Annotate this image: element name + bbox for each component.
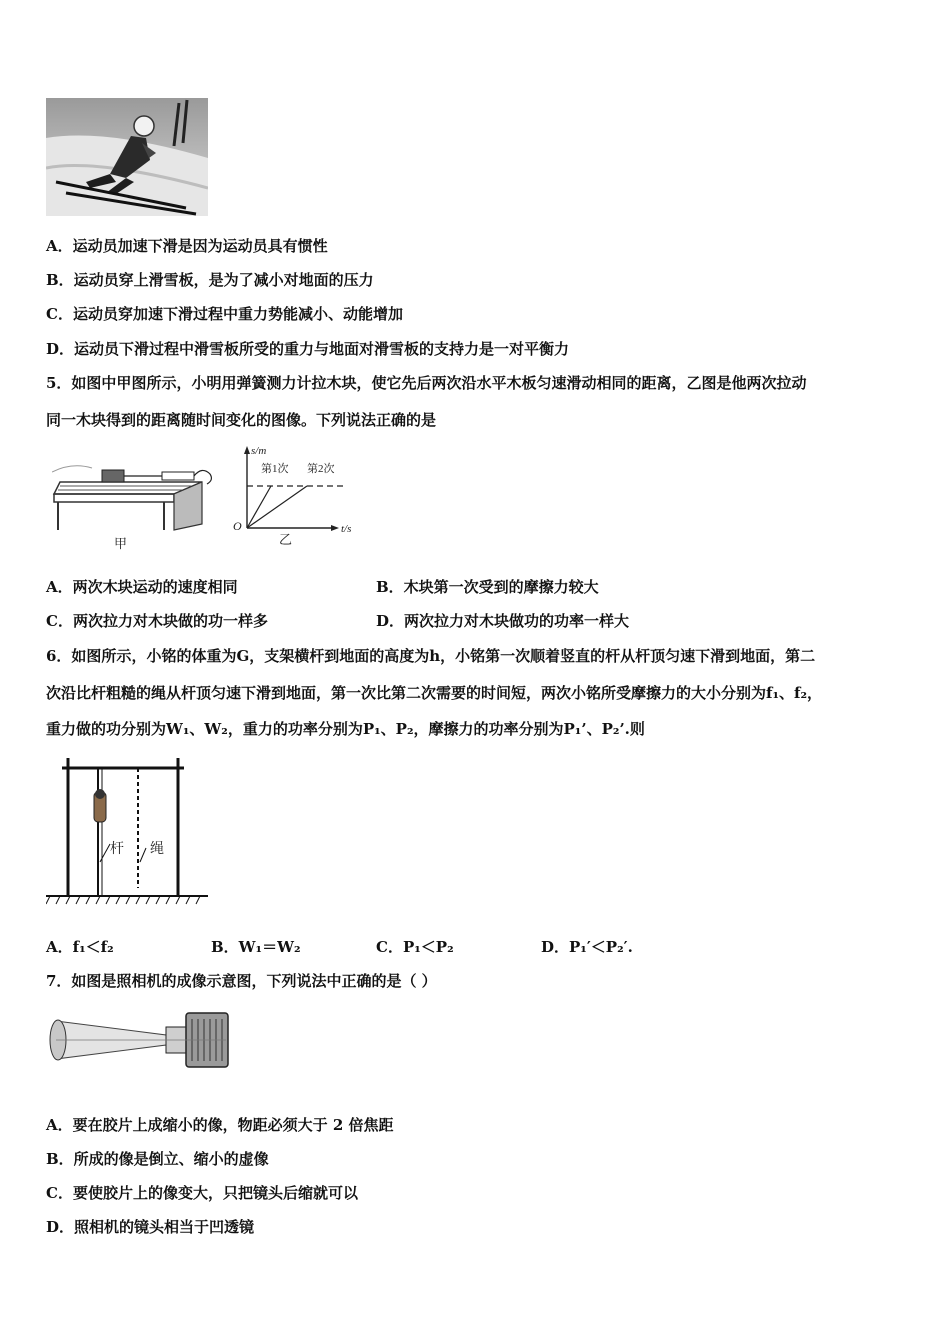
- series-2-line: [247, 486, 307, 528]
- q5-figure-jia: [52, 452, 222, 552]
- q6-stem-line2: 次沿比杆粗糙的绳从杆顶匀速下滑到地面，第一次比第二次需要的时间短，两次小铭所受摩擦力的大小分别为f₁、f₂，: [46, 684, 823, 702]
- q4-option-d: D．运动员下滑过程中滑雪板所受的重力与地面对滑雪板的支持力是一对平衡力: [46, 340, 570, 358]
- series-1-line: [247, 486, 271, 528]
- graph-x-label: t/s: [341, 523, 352, 535]
- q4-option-b: B．运动员穿上滑雪板，是为了减小对地面的压力: [46, 271, 374, 289]
- q5-option-d: D．两次拉力对木块做功的功率一样大: [376, 612, 630, 630]
- q5-option-b: B．木块第一次受到的摩擦力较大: [376, 578, 599, 596]
- graph-y-label: s/m: [251, 445, 267, 457]
- fig-pole-label: 杆: [110, 842, 124, 857]
- q6-figure: [46, 752, 216, 912]
- camera-figure: [46, 1005, 236, 1073]
- fig-yi-label: 乙: [279, 532, 293, 547]
- q6-option-d: D．P₁′＜P₂′.: [541, 938, 633, 956]
- q5-option-c: C．两次拉力对木块做的功一样多: [46, 612, 268, 630]
- q6-stem-line1: 6．如图所示，小铭的体重为G，支架横杆到地面的高度为h，小铭第一次顺着竖直的杆从杆顶匀速下滑到地面，第二: [46, 647, 816, 665]
- q6-option-b: B．W₁＝W₂: [211, 938, 301, 956]
- q5-stem-line1: 5．如图中甲图所示，小明用弹簧测力计拉木块，使它先后两次沿水平木板匀速滑动相同的距离，乙图是他两次拉动: [46, 374, 807, 392]
- q7-option-b: B．所成的像是倒立、缩小的虚像: [46, 1150, 269, 1168]
- table-setup-diagram: [52, 452, 222, 552]
- skier-photo: [46, 98, 208, 216]
- q5-figure-yi: [225, 440, 365, 550]
- q7-option-c: C．要使胶片上的像变大，只把镜头后缩就可以: [46, 1184, 358, 1202]
- q5-option-a: A．两次木块运动的速度相同: [46, 578, 238, 596]
- y-axis-arrow: [244, 446, 250, 454]
- q7-stem: 7．如图是照相机的成像示意图，下列说法中正确的是（ ）: [46, 972, 437, 990]
- q5-stem-line2: 同一木块得到的距离随时间变化的图像。下列说法正确的是: [46, 411, 437, 429]
- graph-series2-label: 第2次: [307, 463, 335, 475]
- graph-series1-label: 第1次: [261, 463, 289, 475]
- q6-option-c: C．P₁＜P₂: [376, 938, 454, 956]
- q7-option-d: D．照相机的镜头相当于凹透镜: [46, 1218, 255, 1236]
- x-axis-arrow: [331, 525, 339, 531]
- q6-option-a: A．f₁＜f₂: [46, 938, 114, 956]
- fig-rope-label: 绳: [150, 842, 164, 857]
- q7-option-a: A．要在胶片上成缩小的像，物距必须大于 2 倍焦距: [46, 1116, 394, 1134]
- q4-option-c: C．运动员穿加速下滑过程中重力势能减小、动能增加: [46, 305, 403, 323]
- fig-jia-label: 甲: [114, 536, 128, 551]
- q4-option-a: A．运动员加速下滑是因为运动员具有惯性: [46, 237, 328, 255]
- graph-origin: O: [233, 519, 242, 533]
- q6-stem-line3: 重力做的功分别为W₁、W₂，重力的功率分别为P₁、P₂，摩擦力的功率分别为P₁’、P₂’.则: [46, 720, 645, 738]
